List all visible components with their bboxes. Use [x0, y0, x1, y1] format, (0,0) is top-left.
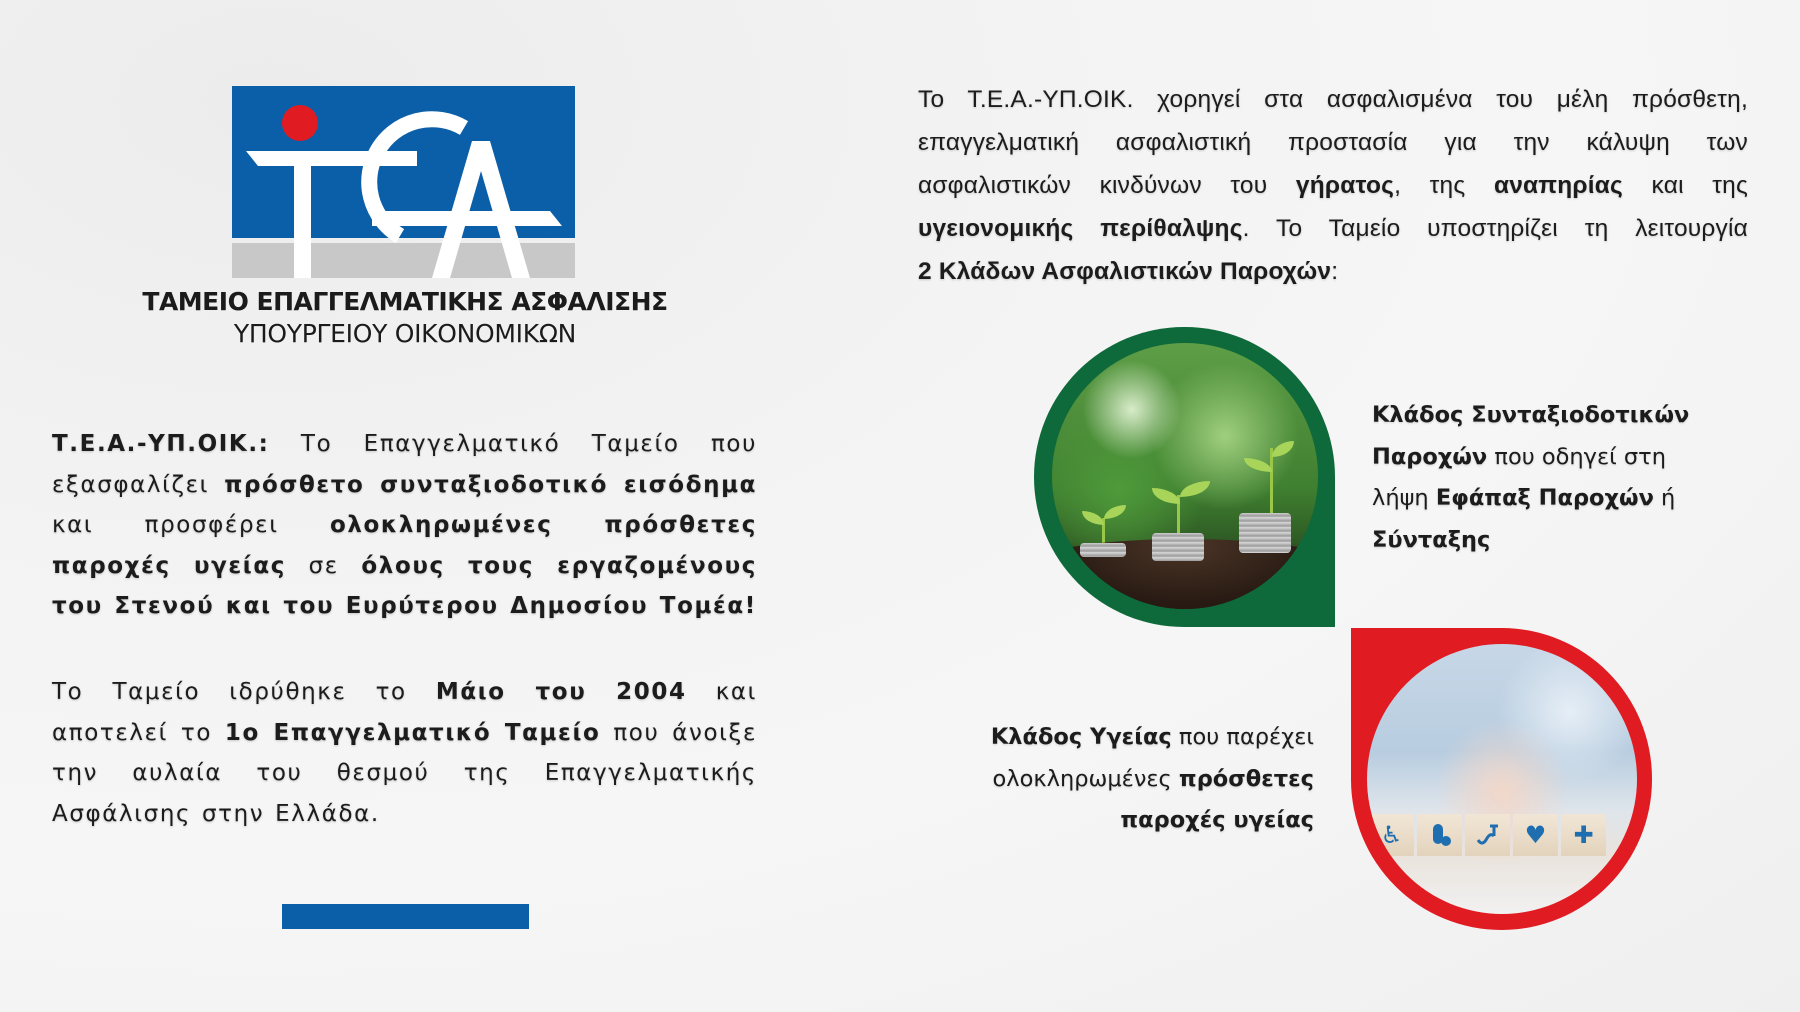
intro-paragraph [52, 424, 757, 627]
bold-text: παροχές υγείας [52, 552, 287, 579]
heart-pulse-icon: ♥ [1513, 814, 1558, 856]
wheelchair-icon: ♿ [1369, 814, 1414, 856]
text-line [52, 424, 757, 465]
text-line [52, 586, 757, 627]
bold-text: Εφάπαξ Παροχών [1435, 485, 1654, 511]
text: ή [1653, 485, 1676, 511]
pension-branch-text [1372, 395, 1732, 561]
bold-text: 2 Κλάδων Ασφαλιστικών Παροχών [918, 258, 1332, 285]
health-branch-image [1367, 644, 1637, 914]
bold-text: ολοκληρωμένες πρόσθετες [329, 512, 757, 538]
text: εξασφαλίζει [52, 471, 225, 498]
health-branch-text [950, 717, 1314, 842]
health-icon-blocks [1369, 814, 1606, 856]
text: επαγγελματική ασφαλιστική προστασία για την κάλυψη των [918, 129, 1748, 156]
text-line [52, 546, 757, 587]
bold-text: 1ο Επαγγελματικό Ταμείο [224, 719, 601, 746]
text-line [52, 794, 757, 835]
bold-text: Τ.Ε.Α.-ΥΠ.ΟΙΚ.: [52, 431, 270, 457]
bold-text: υγειονομικής περίθαλψης [918, 215, 1243, 242]
pension-branch-image [1052, 343, 1318, 609]
text-line [52, 672, 757, 713]
text: : [1331, 258, 1339, 285]
text: που παρέχει [1171, 724, 1314, 750]
tea-logo [232, 86, 575, 278]
text-line [52, 465, 757, 506]
text: Το Ταμείο ιδρύθηκε το [52, 679, 436, 705]
text-line [1372, 395, 1732, 437]
text: , της [1394, 172, 1494, 199]
tea-logo-icon [232, 86, 575, 278]
org-subtitle: ΥΠΟΥΡΓΕΙΟΥ ΟΙΚΟΝΟΜΙΚΩΝ [233, 319, 577, 348]
text-line [950, 717, 1314, 759]
text: που άνοιξε [600, 719, 757, 746]
bold-text: Παροχών [1372, 443, 1488, 470]
text: ασφαλιστικών κινδύνων του [918, 172, 1296, 199]
text-line [918, 78, 1748, 121]
medical-cross-icon: ✚ [1561, 814, 1606, 856]
bold-text: πρόσθετες [1178, 765, 1314, 792]
text: ολοκληρωμένες [992, 765, 1179, 792]
text-line [950, 800, 1314, 842]
bold-text: Κλάδος Υγείας [990, 724, 1172, 750]
text: . Το Ταμείο υποστηρίζει τη λειτουργία [1242, 215, 1748, 242]
text: και προσφέρει [52, 512, 330, 538]
text-line [918, 164, 1748, 207]
text-line [950, 759, 1314, 801]
bold-text: πρόσθετο συνταξιοδοτικό εισόδημα [224, 471, 757, 498]
text-line [918, 207, 1748, 250]
text: αποτελεί το [52, 719, 225, 746]
benefits-intro-paragraph [918, 78, 1748, 293]
text-line [52, 505, 757, 546]
bold-text: Σύνταξης [1372, 526, 1491, 553]
bold-text: του Στενού και του Ευρύτερου Δημοσίου Τομέα! [52, 593, 757, 619]
text: και της [1622, 172, 1749, 199]
text-line [52, 713, 757, 754]
bold-text: παροχές υγείας [1120, 807, 1314, 833]
text-line [918, 121, 1748, 164]
text: την αυλαία του θεσμού της Επαγγελματικής [52, 760, 757, 786]
text: σε [286, 552, 362, 579]
founding-paragraph [52, 672, 757, 834]
text: Ασφάλισης στην Ελλάδα. [52, 800, 380, 827]
bold-text: Κλάδος Συνταξιοδοτικών [1372, 402, 1690, 428]
text: Το Τ.Ε.Α.-ΥΠ.ΟΙΚ. χορηγεί στα ασφαλισμένα του μέλη πρόσθετη, [918, 86, 1748, 113]
text-line [918, 250, 1748, 293]
bold-text: γήρατος [1295, 172, 1395, 199]
text: και [686, 679, 757, 705]
text: που οδηγεί στη [1487, 443, 1666, 470]
pill-icon [1417, 814, 1462, 856]
text-line [1372, 437, 1732, 479]
text: λήψη [1372, 485, 1436, 511]
text-line [1372, 478, 1732, 520]
accent-bar [282, 904, 529, 929]
text-line [52, 753, 757, 794]
bold-text: Μάιο του 2004 [435, 679, 687, 705]
stethoscope-icon [1465, 814, 1510, 856]
bold-text: αναπηρίας [1493, 172, 1623, 199]
org-title: ΤΑΜΕΙΟ ΕΠΑΓΓΕΛΜΑΤΙΚΗΣ ΑΣΦΑΛΙΣΗΣ [142, 287, 668, 316]
text-line [1372, 520, 1732, 562]
text: Το Επαγγελματικό Ταμείο που [269, 431, 757, 457]
bold-text: όλους τους εργαζομένους [361, 552, 757, 579]
